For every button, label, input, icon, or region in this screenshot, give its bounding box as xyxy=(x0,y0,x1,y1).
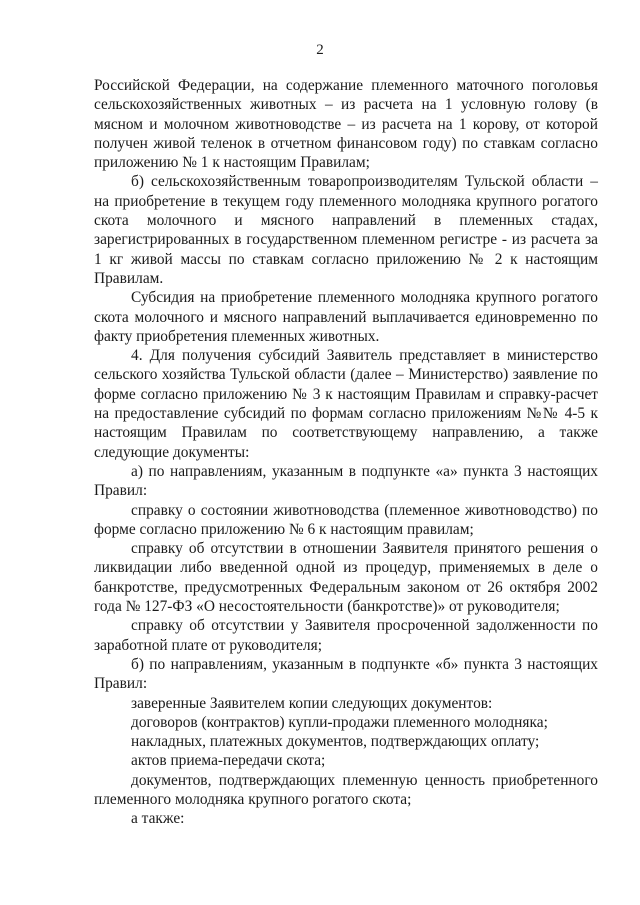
paragraph: справку об отсутствии в отношении Заявителя принятого решения о ликвидации либо введенной одной из процедур, применяемых в деле о банкротстве, предусмотренных Федеральным законом от 26 октября 2002 года № 127-ФЗ «О несостоятельности (банкротстве)» от руководителя; xyxy=(94,540,598,616)
paragraph: справку о состоянии животноводства (племенное животноводство) по форме согласно приложению № 6 к настоящим правилам; xyxy=(94,501,598,538)
paragraph: справку об отсутствии у Заявителя просроченной задолженности по заработной плате от руководителя; xyxy=(94,617,598,654)
paragraph: 4. Для получения субсидий Заявитель представляет в министерство сельского хозяйства Тульской области (далее – Министерство) заявление по форме согласно приложению № 3 к настоящим Правилам и справку-расчет на предоставление субсидий по формам согласно приложениям №№ 4-5 к настоящим Правилам по соответствующему направлению, а также следующие документы: xyxy=(94,347,598,461)
document-body xyxy=(94,76,598,829)
paragraph: договоров (контрактов) купли-продажи племенного молодняка; xyxy=(131,713,548,731)
paragraph: б) сельскохозяйственным товаропроизводителям Тульской области – на приобретение в текущем году племенного молодняка крупного рогатого скота молочного и мясного направлений в племенных стадах, зарегистрированных в государственном племенном регистре - из расчета за 1 кг живой массы по ставкам согласно приложению № 2 к настоящим Правилам. xyxy=(94,173,598,287)
paragraph: а) по направлениям, указанным в подпункте «а» пункта 3 настоящих Правил: xyxy=(94,462,598,500)
paragraph: документов, подтверждающих племенную ценность приобретенного племенного молодняка крупного рогатого скота; xyxy=(94,771,598,808)
paragraph: заверенные Заявителем копии следующих документов: xyxy=(131,694,493,712)
paragraph: Субсидия на приобретение племенного молодняка крупного рогатого скота молочного и мясного направлений выплачивается единовременно по факту приобретения племенных животных. xyxy=(94,289,598,345)
page-number: 2 xyxy=(316,42,324,58)
paragraph: Российской Федерации, на содержание племенного маточного поголовья сельскохозяйственных животных – из расчета на 1 условную голову (в мясном и молочном животноводстве – из расчета на 1 корову, от которой получен живой теленок в отчетном финансовом году) по ставкам согласно приложению № 1 к настоящим Правилам; xyxy=(94,77,598,172)
paragraph: а также: xyxy=(131,810,185,828)
paragraph: актов приема-передачи скота; xyxy=(131,752,326,770)
paragraph: б) по направлениям, указанным в подпункте «б» пункта 3 настоящих Правил: xyxy=(94,655,598,693)
paragraph: накладных, платежных документов, подтверждающих оплату; xyxy=(131,733,540,751)
